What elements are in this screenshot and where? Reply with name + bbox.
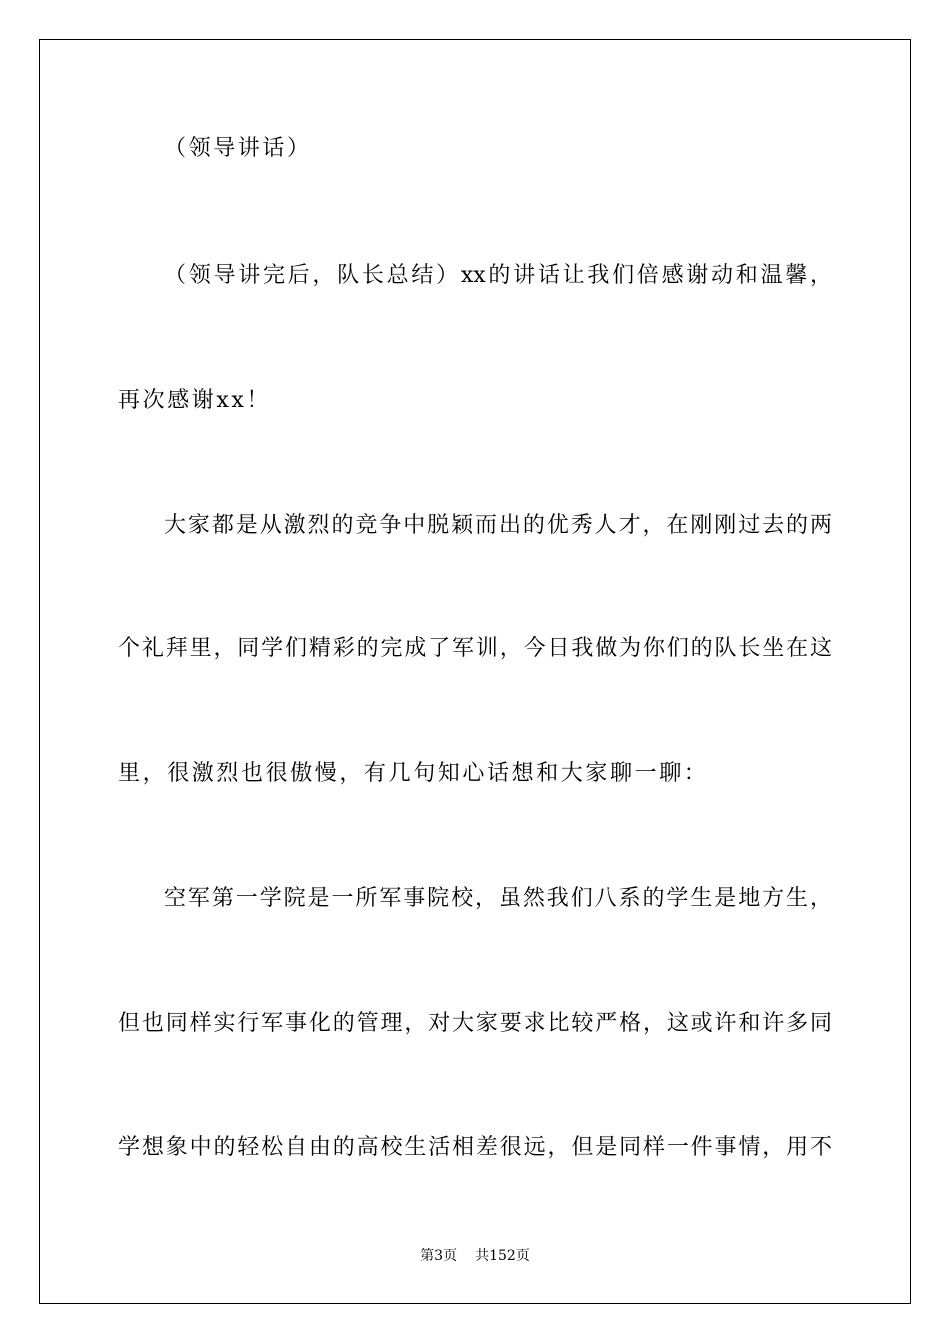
paragraph-line: 里，很激烈也很傲慢，有几句知心话想和大家聊一聊：: [118, 761, 709, 786]
paragraph-line: 个礼拜里，同学们精彩的完成了军训，今日我做为你们的队长坐在这: [118, 636, 832, 661]
paragraph-line: 但也同样实行军事化的管理，对大家要求比较严格，这或许和许多同: [118, 1011, 832, 1036]
paragraph-line: 大家都是从激烈的竞争中脱颖而出的优秀人才，在刚刚过去的两: [164, 513, 832, 538]
paragraph-line: 空军第一学院是一所军事院校，虽然我们八系的学生是地方生，: [164, 886, 832, 911]
page-number: 第3页: [420, 1248, 458, 1264]
paragraph-line: （领导讲话）: [164, 136, 312, 161]
page-frame: [39, 39, 911, 1304]
page-footer: [0, 1246, 950, 1266]
page-total: 共152页: [475, 1248, 530, 1264]
paragraph-line: 学想象中的轻松自由的高校生活相差很远，但是同样一件事情，用不: [118, 1135, 832, 1160]
paragraph-line: （领导讲完后，队长总结）xx的讲话让我们倍感谢动和温馨，: [164, 263, 832, 288]
paragraph-line: 再次感谢xx！: [118, 388, 272, 413]
